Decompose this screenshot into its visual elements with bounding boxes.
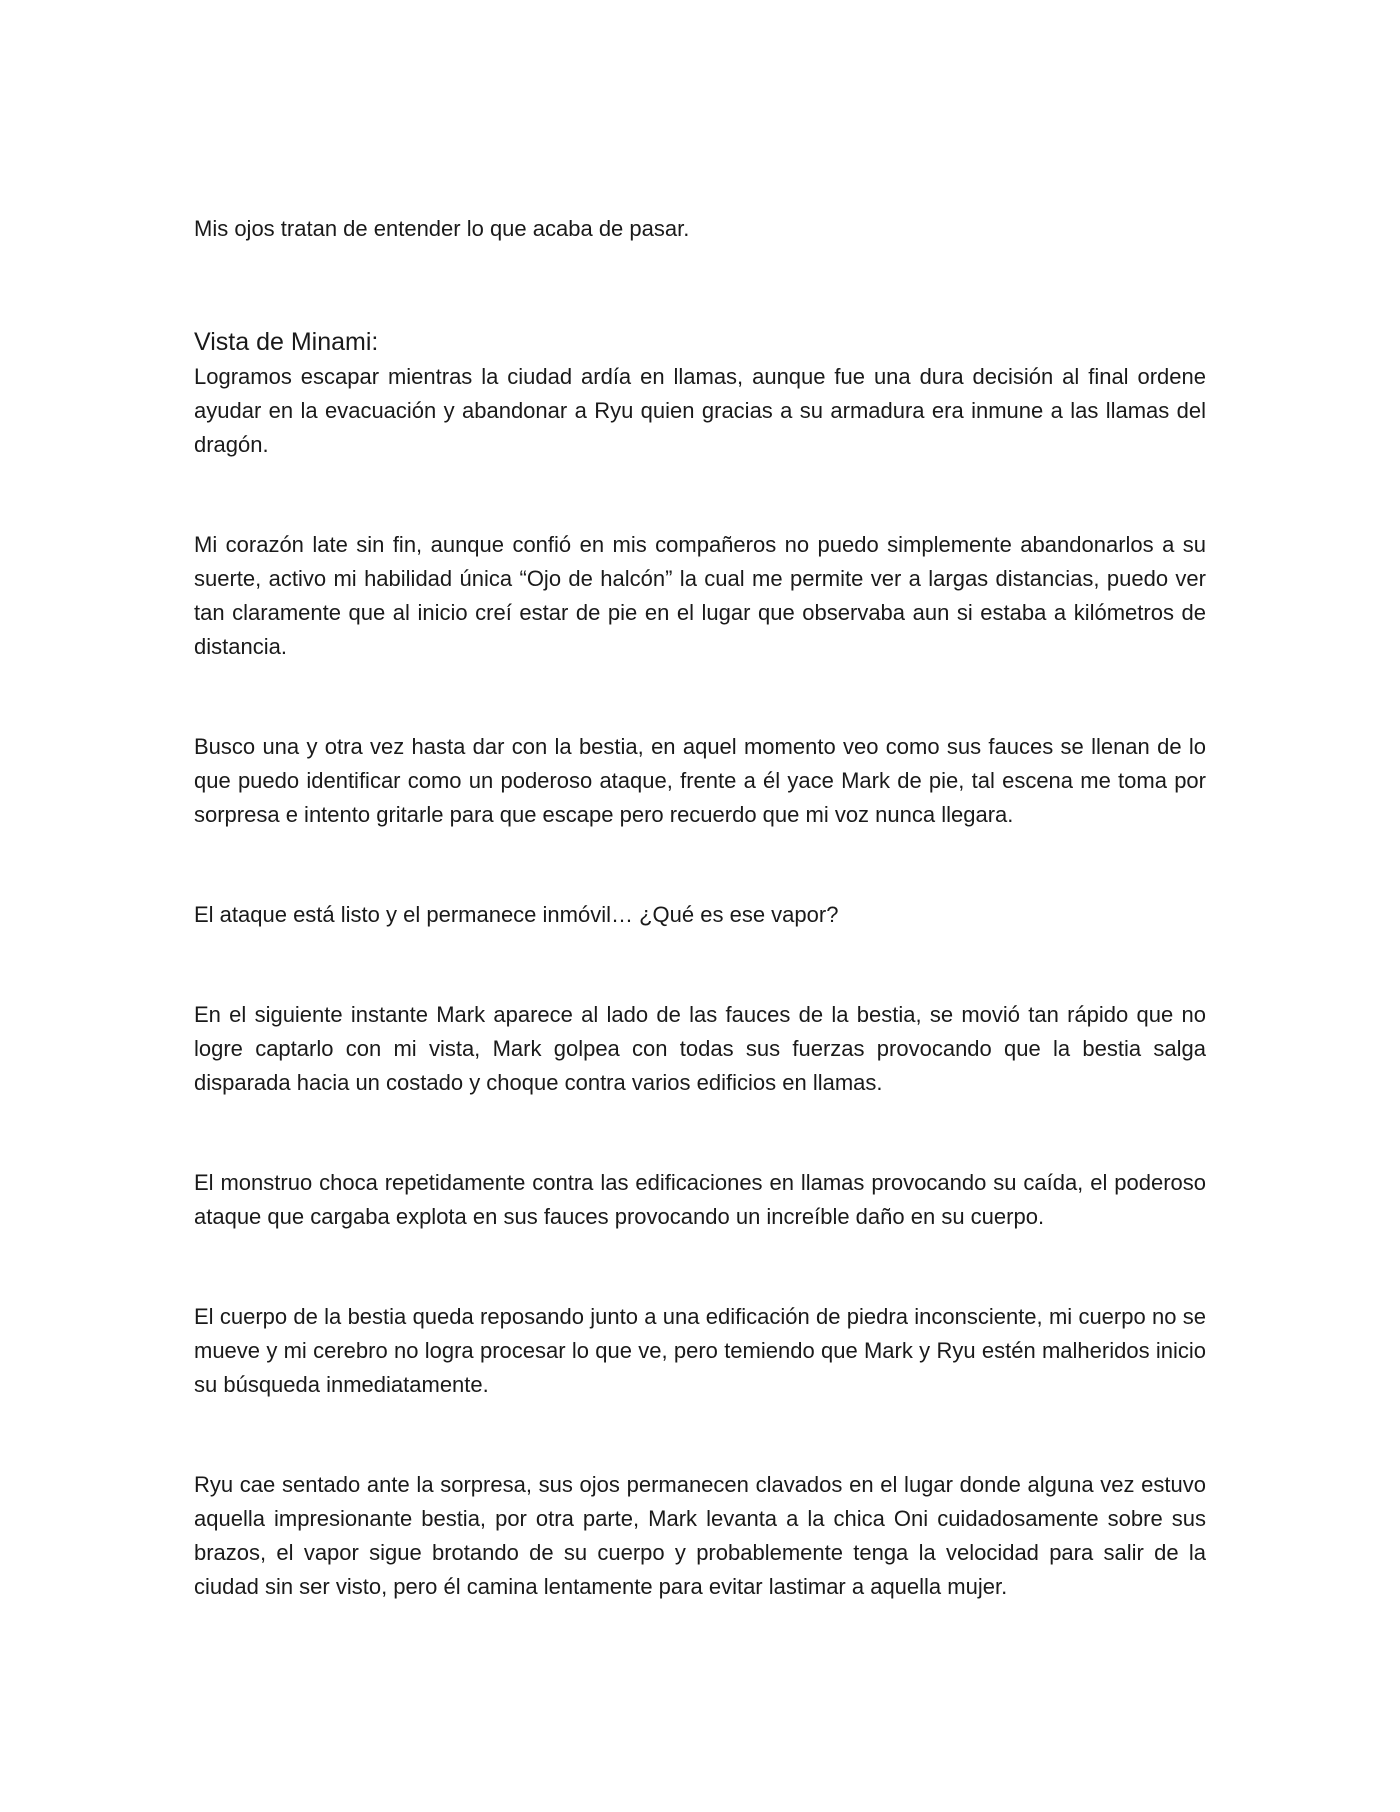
paragraph: En el siguiente instante Mark aparece al lado de las fauces de la bestia, se movió tan rápido que no logre captarlo con mi vista, Mark golpea con todas sus fuerzas provocando que la bestia salga disparada hacia un costado y choque contra varios edificios en llamas.: [194, 1002, 1206, 1095]
intro-paragraph: Mis ojos tratan de entender lo que acaba de pasar.: [194, 216, 690, 241]
paragraph: Ryu cae sentado ante la sorpresa, sus ojos permanecen clavados en el lugar donde alguna vez estuvo aquella impresionante bestia, por otra parte, Mark levanta a la chica Oni cuidadosamente sobre sus brazos, el vapor sigue brotando de su cuerpo y probablemente tenga la velocidad para salir de la ciudad sin ser visto, pero él camina lentamente para evitar lastimar a aquella mujer.: [194, 1472, 1206, 1599]
paragraph: El monstruo choca repetidamente contra las edificaciones en llamas provocando su caída, el poderoso ataque que cargaba explota en sus fauces provocando un increíble daño en su cuerpo.: [194, 1170, 1206, 1229]
document-body: [194, 212, 1206, 1604]
section-heading: Vista de Minami:: [194, 328, 379, 356]
paragraph: El cuerpo de la bestia queda reposando junto a una edificación de piedra inconsciente, mi cuerpo no se mueve y mi cerebro no logra procesar lo que ve, pero temiendo que Mark y Ryu estén malheridos inicio su búsqueda inmediatamente.: [194, 1304, 1206, 1397]
paragraph: El ataque está listo y el permanece inmóvil… ¿Qué es ese vapor?: [194, 902, 839, 927]
paragraph: Logramos escapar mientras la ciudad ardía en llamas, aunque fue una dura decisión al final ordene ayudar en la evacuación y abandonar a Ryu quien gracias a su armadura era inmune a las llamas del dragón.: [194, 364, 1206, 457]
paragraph: Mi corazón late sin fin, aunque confió en mis compañeros no puedo simplemente abandonarlos a su suerte, activo mi habilidad única “Ojo de halcón” la cual me permite ver a largas distancias, puedo ver tan claramente que al inicio creí estar de pie en el lugar que observaba aun si estaba a kilómetros de distancia.: [194, 532, 1206, 659]
paragraph: Busco una y otra vez hasta dar con la bestia, en aquel momento veo como sus fauces se llenan de lo que puedo identificar como un poderoso ataque, frente a él yace Mark de pie, tal escena me toma por sorpresa e intento gritarle para que escape pero recuerdo que mi voz nunca llegara.: [194, 734, 1206, 827]
